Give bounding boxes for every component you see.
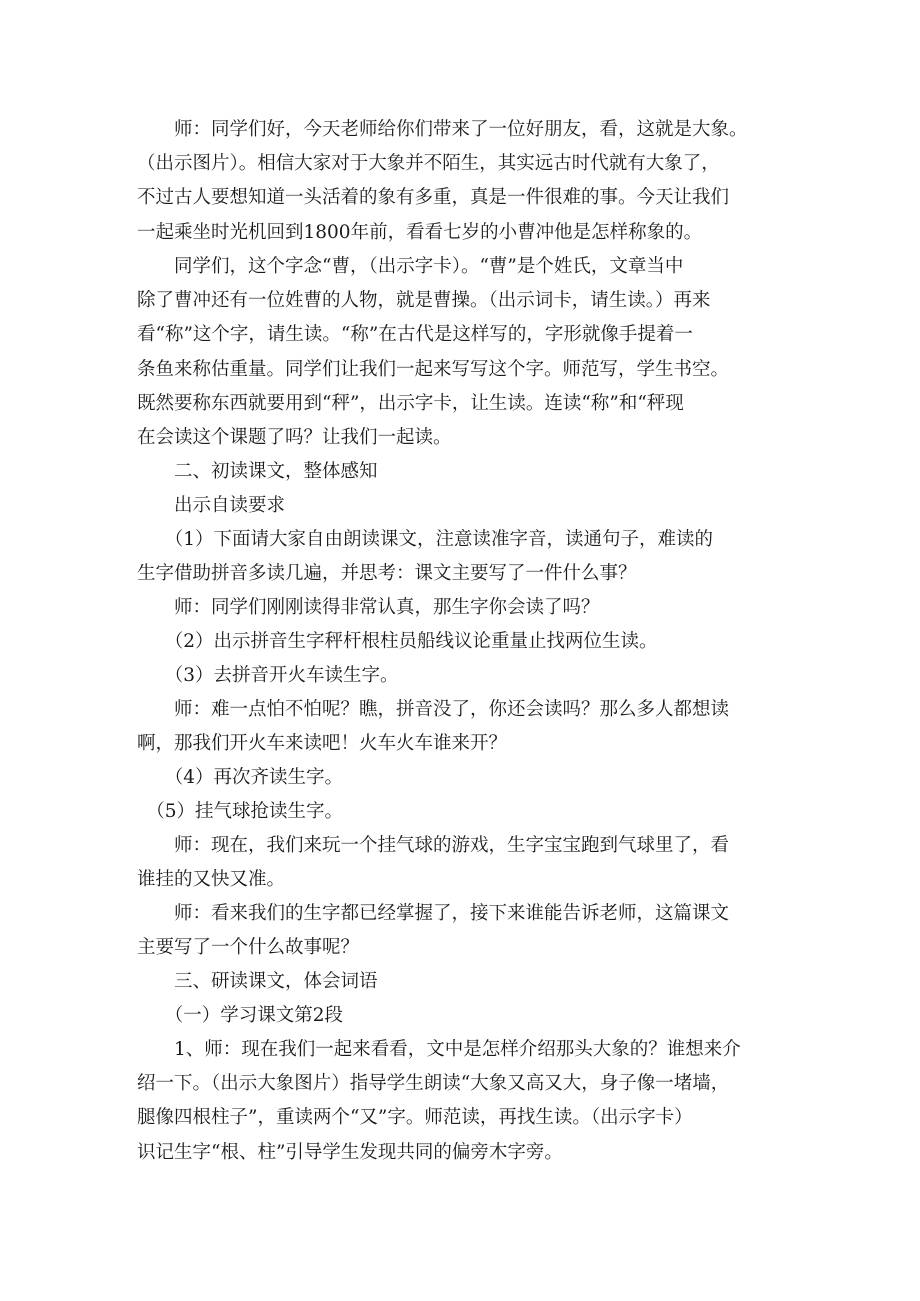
- paragraph-teacher-2: 师：难一点怕不怕呢？瞧，拼音没了，你还会读吗？那么多人都想读 啊，那我们开火车来读吧！火车火车谁来开？: [137, 699, 730, 755]
- paragraph-intro: 师：同学们好，今天老师给你们带来了一位好朋友，看，这就是大象。 （出示图片）。相信大家对于大象并不陌生，其实远古时代就有大象了， 不过古人要想知道一头活着的象有多重，真是一件很难的事。今天让我们 一起乘坐时光机回到1800年前，看看七岁的小曹冲他是怎样称象的。: [137, 119, 748, 243]
- paragraph-teacher-3: 师：现在，我们来玩一个挂气球的游戏，生字宝宝跑到气球里了，看 谁挂的又快又准。: [137, 835, 730, 891]
- paragraph-step-1: （1）下面请大家自由朗读课文，注意读准字音，读通句子，难读的 生字借助拼音多读几遍，并思考：课文主要写了一件什么事？: [137, 529, 714, 585]
- section-heading-3: 三、研读课文，体会词语: [137, 971, 378, 992]
- paragraph-step-2: （2）出示拼音生字秤杆根柱员船线议论重量止找两位生读。: [137, 631, 658, 652]
- paragraph-teacher-4: 师：看来我们的生字都已经掌握了，接下来谁能告诉老师，这篇课文 主要写了一个什么故事呢？: [137, 903, 730, 959]
- paragraph-cao-character: 同学们，这个字念“曹，（出示字卡）。“曹”是个姓氏，文章当中 除了曹冲还有一位姓曹的人物，就是曹操。（出示词卡，请生读。）再来 看“称”这个字，请生读。“称”在古代是这样写的，字形就像手提着一 条鱼来称估重量。同学们让我们一起来写写这个字。师范写，学生书空。 既然要称东西就要用到“秤”，出示字卡，让生读。连读“称”和“秤现 在会读这个课题了吗？让我们一起读。: [137, 256, 730, 449]
- section-heading-2: 二、初读课文，整体感知: [137, 461, 378, 482]
- paragraph-teacher-1: 师：同学们刚刚读得非常认真，那生字你会读了吗？: [137, 597, 600, 618]
- paragraph-reading-requirements: 出示自读要求: [137, 495, 286, 516]
- paragraph-step-5: （5）挂气球抢读生字。: [137, 801, 344, 822]
- paragraph-step-3: （3）去拼音开火车读生字。: [137, 665, 399, 686]
- paragraph-elephant-description: 1、师：现在我们一起来看看，文中是怎样介绍那头大象的？谁想来介 绍一下。（出示大象图片）指导学生朗读“大象又高又大，身子像一堵墙， 腿像四根柱子”，重读两个“又”字。师范读，再找生读。（出示字卡） 识记生字“根、柱”引导学生发现共同的偏旁木字旁。: [137, 1039, 741, 1163]
- subsection-heading-1: （一）学习课文第2段: [137, 1005, 344, 1026]
- paragraph-step-4: （4）再次齐读生字。: [137, 767, 344, 788]
